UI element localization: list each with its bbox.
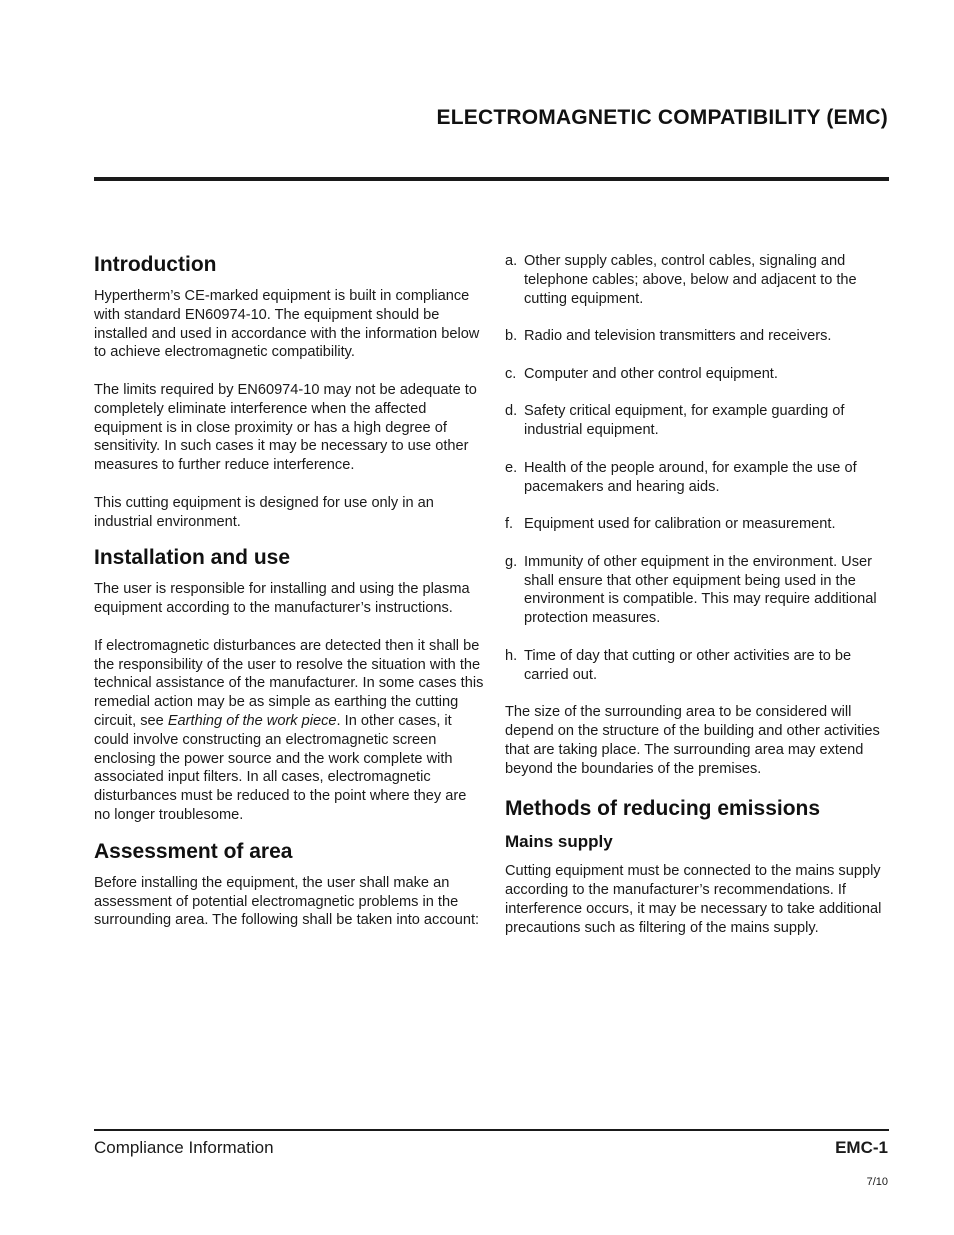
list-item-text: Time of day that cutting or other activities are to be carried out.	[524, 647, 852, 683]
footer-divider	[94, 1129, 889, 1131]
list-item	[505, 515, 895, 534]
list-item	[505, 252, 895, 308]
earthing-reference: Earthing of the work piece	[167, 712, 337, 729]
list-item-text: Computer and other control equipment.	[524, 365, 778, 382]
mains-supply-subheading: Mains supply	[505, 832, 613, 852]
list-item-marker: b.	[505, 328, 518, 345]
introduction-paragraph-1: Hypertherm’s CE-marked equipment is built in compliance with standard EN60974-10. The equipment should be installed and used in accordance with the information below to achieve electromagnetic compatibility.	[94, 288, 480, 361]
list-item-marker: a.	[505, 253, 518, 269]
considerations-list	[505, 252, 895, 684]
list-item-marker: c.	[505, 365, 517, 382]
list-item-text: Other supply cables, control cables, signaling and telephone cables; above, below and adjacent to the cutting equipment.	[524, 253, 857, 307]
header-divider	[94, 177, 889, 181]
introduction-paragraph-2: The limits required by EN60974-10 may not be adequate to completely eliminate interference when the affected equipment is in close proximity or has a high degree of sensitivity. In such cases it may be necessary to use other measures to further reduce interference.	[94, 381, 477, 474]
list-item-marker: d.	[505, 403, 518, 420]
revision-date: 7/10	[866, 1176, 888, 1188]
list-item	[505, 402, 895, 440]
methods-heading: Methods of reducing emissions	[505, 797, 821, 821]
list-item-text: Safety critical equipment, for example guarding of industrial equipment.	[524, 403, 845, 439]
surrounding-area-paragraph: The size of the surrounding area to be considered will depend on the structure of the building and other activities that are taking place. The surrounding area may extend beyond the boundaries of the premises.	[505, 704, 880, 777]
installation-paragraph-2-text-b: . In other cases, it could involve constructing an electromagnetic screen enclosing the power source and the work complete with associated input filters. In all cases, electromagnetic disturbances must be reduced to the point where they are no longer troublesome.	[94, 712, 467, 823]
right-column	[505, 252, 895, 956]
mains-supply-paragraph: Cutting equipment must be connected to the mains supply according to the manufacturer’s recommendations. If interference occurs, it may be necessary to take additional precautions such as filtering of the mains supply.	[505, 863, 882, 936]
installation-heading: Installation and use	[94, 546, 291, 570]
list-item-marker: e.	[505, 459, 518, 476]
introduction-heading: Introduction	[94, 253, 217, 276]
introduction-section	[94, 252, 486, 531]
introduction-paragraph-3: This cutting equipment is designed for use only in an industrial environment.	[94, 494, 434, 530]
left-column	[94, 252, 486, 949]
list-item-text: Immunity of other equipment in the environment. User shall ensure that other equipment being used in the environment is compatible. This may require additional protection measures.	[524, 553, 877, 627]
installation-paragraph-2-text-a: If electromagnetic disturbances are detected then it shall be the responsibility of the user to resolve the situation with the technical assistance of the manufacturer. In some cases this remedial action may be as simple as earthing the cutting circuit, see	[94, 637, 484, 729]
list-item	[505, 647, 895, 685]
installation-section	[94, 545, 486, 824]
list-item-text: Health of the people around, for example the use of pacemakers and hearing aids.	[524, 459, 857, 495]
list-item-marker: g.	[505, 553, 518, 570]
list-item	[505, 553, 895, 628]
page-title: ELECTROMAGNETIC COMPATIBILITY (EMC)	[436, 106, 888, 129]
assessment-paragraph-1: Before installing the equipment, the user shall make an assessment of potential electromagnetic problems in the surrounding area. The following shall be taken into account:	[94, 874, 480, 929]
list-item	[505, 327, 895, 346]
page-number: EMC-1	[835, 1138, 888, 1157]
assessment-heading: Assessment of area	[94, 839, 293, 863]
list-item	[505, 459, 895, 497]
list-item	[505, 365, 895, 384]
installation-paragraph-2	[94, 637, 486, 825]
installation-paragraph-1: The user is responsible for installing and using the plasma equipment according to the manufacturer’s instructions.	[94, 581, 470, 617]
list-item-marker: f.	[505, 516, 514, 533]
footer-section-name: Compliance Information	[94, 1138, 274, 1157]
list-item-text: Equipment used for calibration or measurement.	[524, 516, 836, 533]
list-item-text: Radio and television transmitters and receivers.	[524, 328, 832, 345]
assessment-section	[94, 839, 486, 930]
list-item-marker: h.	[505, 647, 518, 664]
methods-section	[505, 796, 895, 937]
